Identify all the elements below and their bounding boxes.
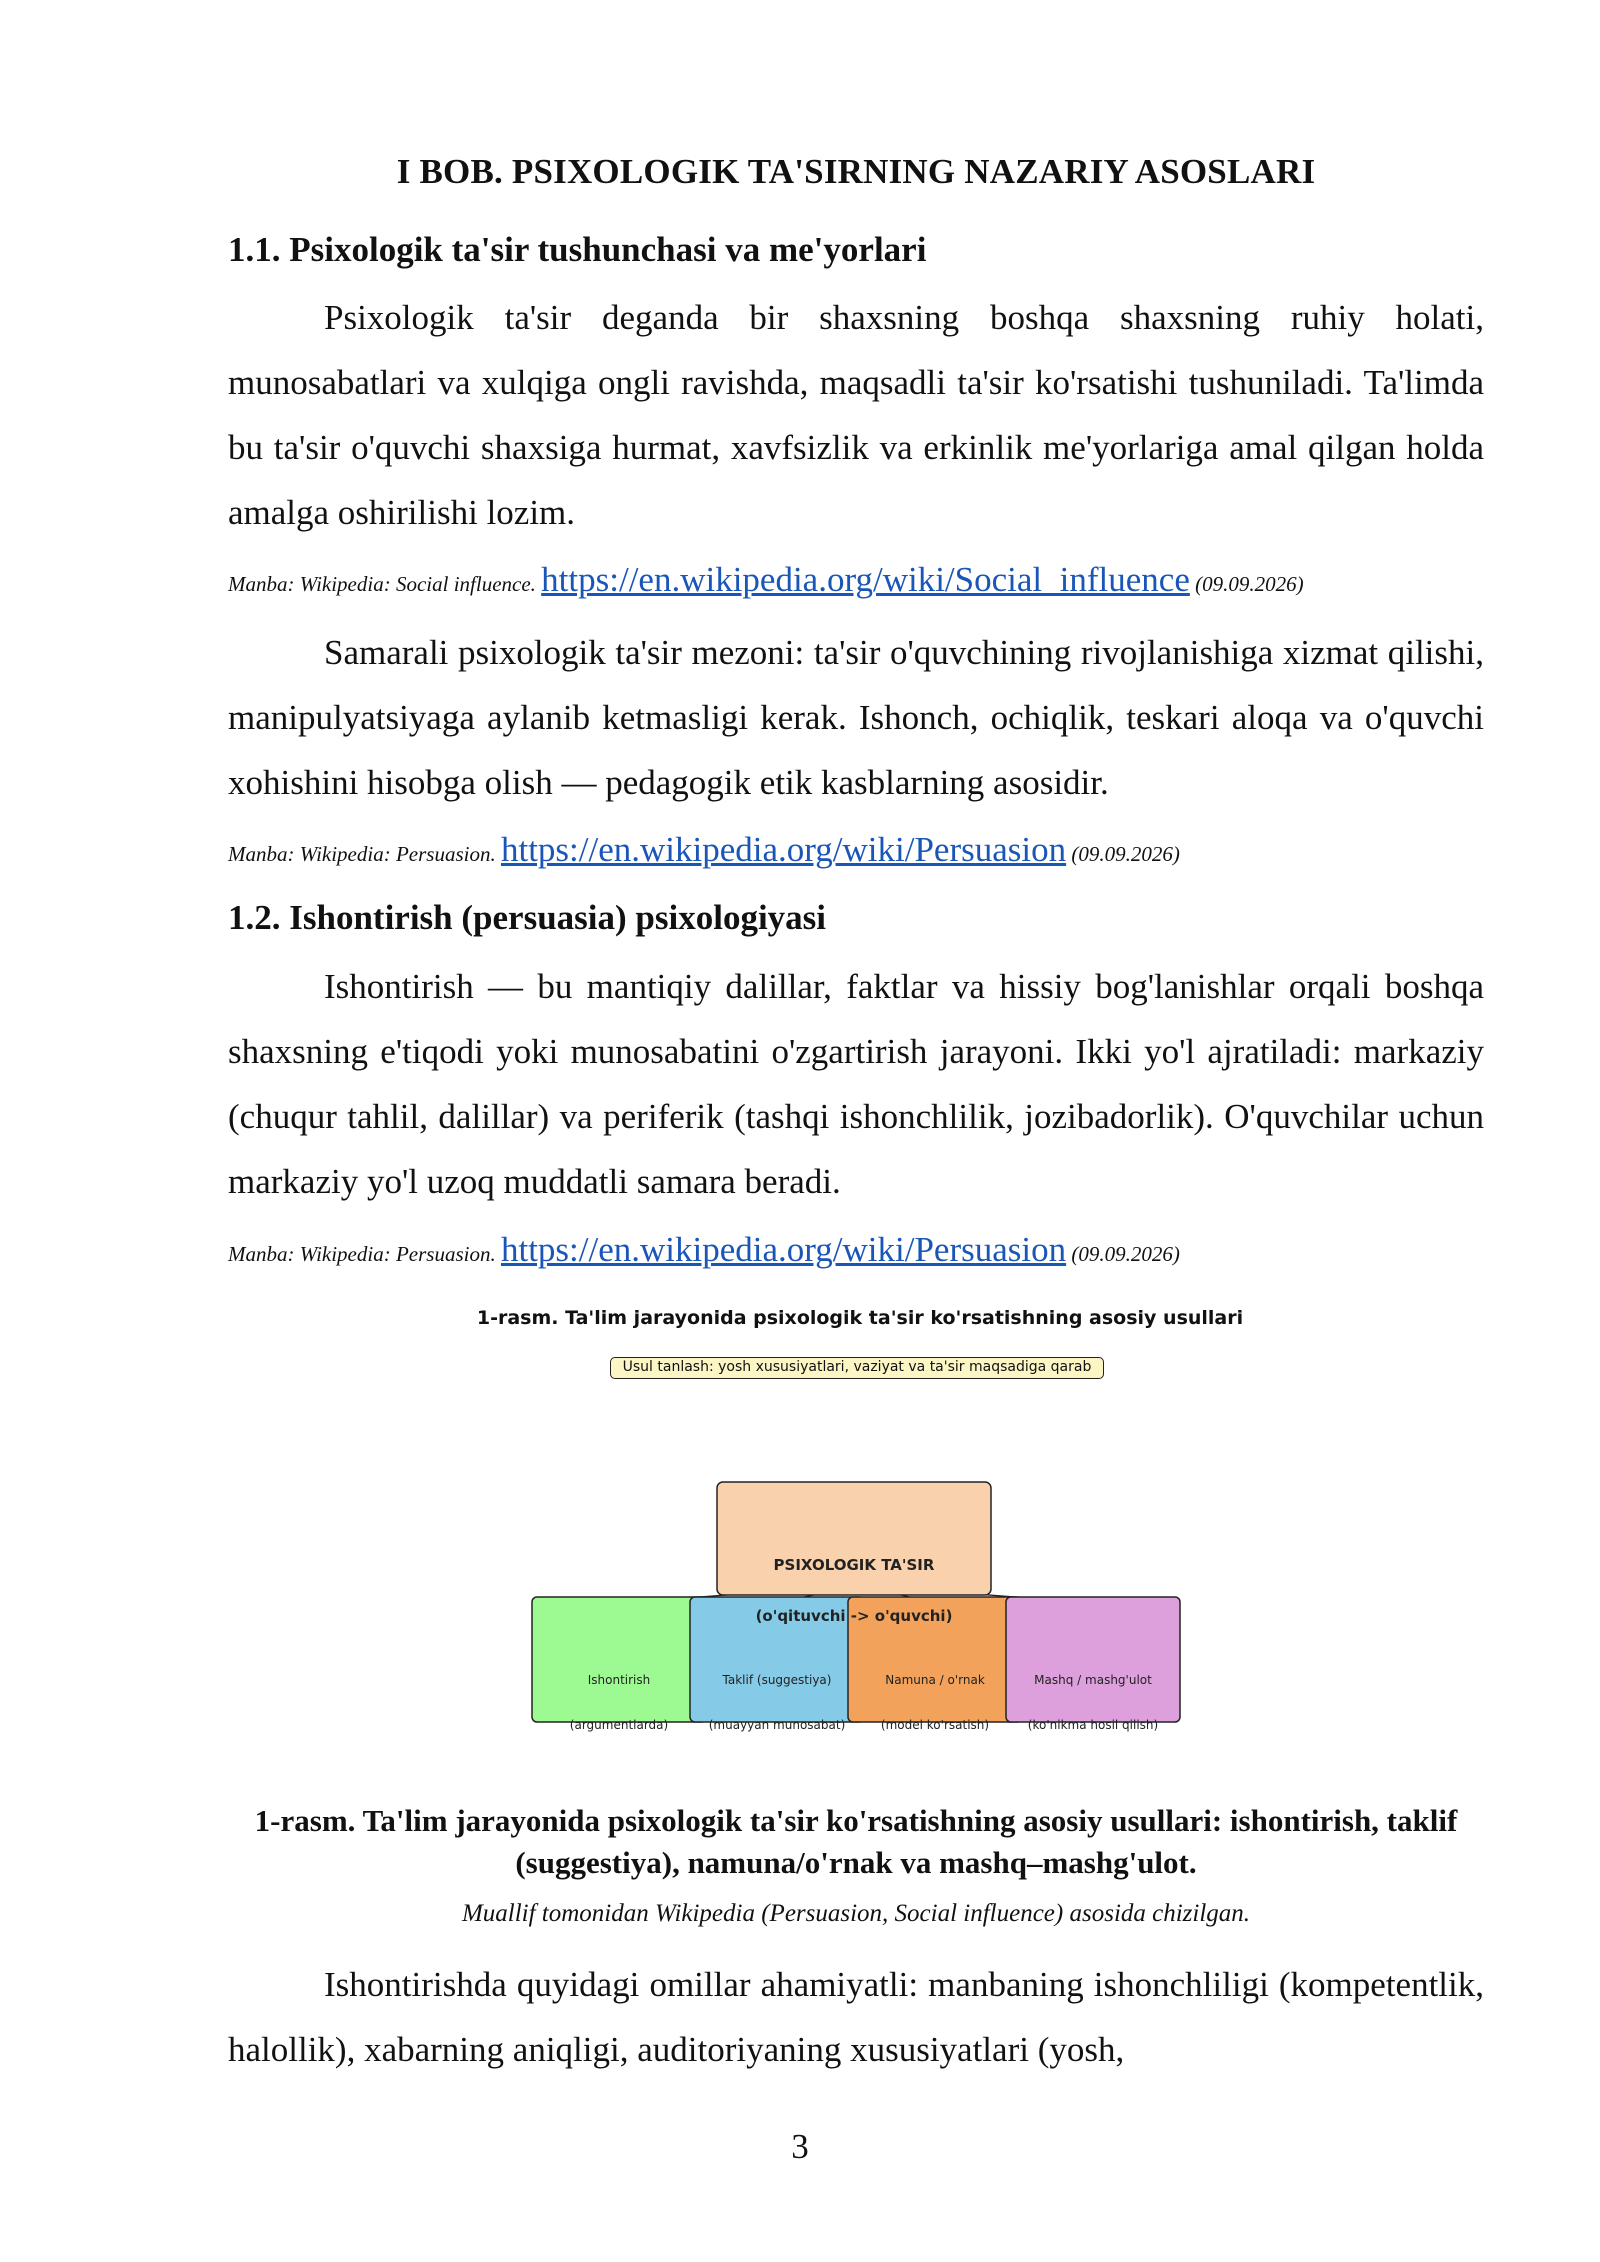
paragraph: Ishontirish — bu mantiqiy dalillar, faktlar va hissiy bog'lanishlar orqali boshqa shaxsning e'tiqodi yoki munosabatini o'zgartirish jarayoni. Ikki yo'l ajratiladi: markaziy (chuqur tahlil, dalillar) va periferik (tashqi ishonchlilik, jozibadorlik). O'quvchilar uchun markaziy yo'l uzoq muddatli samara beradi. [228, 967, 1484, 1201]
child-node-label [690, 1643, 864, 1763]
source-date: (09.09.2026) [1071, 842, 1180, 866]
source-date: (09.09.2026) [1195, 572, 1304, 596]
child-node-label [1006, 1643, 1180, 1763]
child-node-line1: Namuna / o'rnak [885, 1673, 985, 1687]
source-label: Manba: Wikipedia: Social influence. [228, 572, 536, 596]
source-label: Manba: Wikipedia: Persuasion. [228, 842, 496, 866]
child-node-line1: Taklif (suggestiya) [722, 1673, 832, 1687]
paragraph: Samarali psixologik ta'sir mezoni: ta'sir o'quvchining rivojlanishiga xizmat qilishi, manipulyatsiyaga aylanib ketmasligi kerak. Ishonch, ochiqlik, teskari aloqa va o'quvchi xohishini hisobga olish — pedagogik etik kasblarning asosidir. [228, 633, 1484, 802]
source-citation [228, 1230, 1484, 1270]
child-node-label [848, 1643, 1022, 1763]
figure-title: 1-rasm. Ta'lim jarayonida psixologik ta'sir ko'rsatishning asosiy usullari [476, 1307, 1244, 1329]
source-citation [228, 830, 1484, 870]
section-heading-1-1: 1.1. Psixologik ta'sir tushunchasi va me'yorlari [228, 230, 927, 269]
source-citation [228, 560, 1484, 600]
child-node-line1: Ishontirish [587, 1673, 651, 1687]
figure-note-box: Usul tanlash: yosh xususiyatlari, vaziyat va ta'sir maqsadiga qarab [610, 1357, 1104, 1379]
main-node-label [717, 1523, 991, 1659]
figure-caption-note: Muallif tomonidan Wikipedia (Persuasion, Social influence) asosida chizilgan. [461, 1900, 1251, 1927]
child-node-line2: (model ko'rsatish) [880, 1718, 990, 1732]
source-link[interactable]: https://en.wikipedia.org/wiki/Social_influence [541, 560, 1190, 599]
section-heading-1-2: 1.2. Ishontirish (persuasia) psixologiyasi [228, 898, 827, 937]
source-label: Manba: Wikipedia: Persuasion. [228, 1242, 496, 1266]
source-date: (09.09.2026) [1071, 1242, 1180, 1266]
child-node-line2: (ko'nikma hosil qilish) [1027, 1718, 1159, 1732]
page-number: 3 [791, 2127, 809, 2166]
paragraph: Psixologik ta'sir deganda bir shaxsning boshqa shaxsning ruhiy holati, munosabatlari va xulqiga ongli ravishda, maqsadli ta'sir ko'rsatishi tushuniladi. Ta'limda bu ta'sir o'quvchi shaxsiga hurmat, xavfsizlik va erkinlik me'yorlariga amal qilgan holda amalga oshirilishi lozim. [228, 298, 1484, 532]
child-node-line2: (argumentlarda) [569, 1718, 669, 1732]
chapter-title: I BOB. PSIXOLOGIK TA'SIRNING NAZARIY ASOSLARI [396, 152, 1316, 191]
paragraph: Ishontirishda quyidagi omillar ahamiyatli: manbaning ishonchliligi (kompetentlik, halollik), xabarning aniqligi, auditoriyaning xususiyatlari (yosh, [228, 1965, 1484, 2069]
source-link[interactable]: https://en.wikipedia.org/wiki/Persuasion [500, 830, 1067, 869]
child-node-label [532, 1643, 706, 1763]
source-link[interactable]: https://en.wikipedia.org/wiki/Persuasion [500, 1230, 1067, 1269]
main-node-line1: PSIXOLOGIK TA'SIR [773, 1556, 935, 1574]
figure-caption: 1-rasm. Ta'lim jarayonida psixologik ta'sir ko'rsatishning asosiy usullari: ishontirish, taklif (suggestiya), namuna/o'rnak va mashq–mashg'ulot. [254, 1803, 1458, 1880]
main-node-line2: (o'qituvchi -> o'quvchi) [755, 1607, 953, 1625]
child-node-line2: (muayyan munosabat) [708, 1718, 846, 1732]
figure-diagram [430, 1295, 1290, 1755]
child-node-line1: Mashq / mashg'ulot [1034, 1673, 1152, 1687]
